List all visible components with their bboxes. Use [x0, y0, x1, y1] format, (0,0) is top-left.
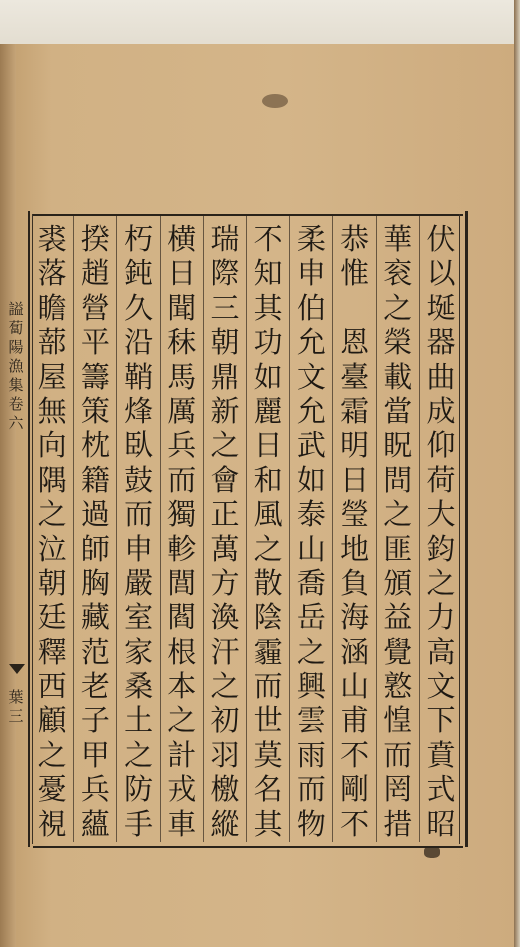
top-paper-strip — [0, 0, 520, 46]
column-rule — [73, 216, 74, 842]
page-edge — [514, 0, 520, 947]
column-rule — [289, 216, 290, 842]
fishtail-mark — [9, 664, 25, 674]
text-column: 揆 趙 營 平 籌 策 枕 籍 過 師 胸 藏 范 老 子 甲 兵 蘊 — [80, 222, 110, 841]
text-column: 伏 以 埏 器 曲 成 仰 荷 大 鈞 之 力 高 文 下 賁 式 昭 — [426, 222, 456, 841]
column-rule — [246, 216, 247, 842]
column-rule — [116, 216, 117, 842]
folio-number: 葉 三 — [8, 688, 24, 725]
text-column: 恭 惟 恩 臺 霜 明 日 瑩 地 負 海 涵 山 甫 不 剛 不 — [340, 222, 370, 841]
text-column: 華 衮 之 榮 載 當 眖 問 之 匪 頒 益 覺 憝 惶 而 罔 措 — [383, 222, 413, 841]
banxin-title: 謚 蔔 陽 漁 集 卷 六 — [8, 300, 24, 432]
column-rule — [332, 216, 333, 842]
text-column: 瑞 際 三 朝 鼎 新 之 會 正 萬 方 渙 汗 之 初 羽 檄 縱 — [210, 222, 240, 841]
column-rule — [203, 216, 204, 842]
text-column: 朽 鈍 久 沿 鞘 烽 臥 鼓 而 申 嚴 室 家 桑 土 之 防 手 — [124, 222, 154, 841]
frame-rule-right — [465, 211, 468, 847]
frame-rule-right-inner — [459, 214, 460, 844]
binding-edge — [0, 44, 16, 947]
text-column: 柔 申 伯 允 文 允 武 如 泰 山 喬 岳 之 興 雲 雨 而 物 — [296, 222, 326, 841]
ink-stain — [262, 94, 288, 108]
column-rule — [419, 216, 420, 842]
column-rule — [160, 216, 161, 842]
banxin-rule — [32, 214, 33, 844]
column-rule — [376, 216, 377, 842]
text-column: 裘 落 瞻 蔀 屋 無 向 隅 之 泣 朝 廷 釋 西 顧 之 憂 視 — [37, 222, 67, 841]
text-column: 不 知 其 功 如 麗 日 和 風 之 散 陰 霾 而 世 莫 名 其 — [253, 222, 283, 841]
text-column: 横 日 聞 秣 馬 厲 兵 而 獨 軫 閭 閻 根 本 之 計 戎 車 — [167, 222, 197, 841]
